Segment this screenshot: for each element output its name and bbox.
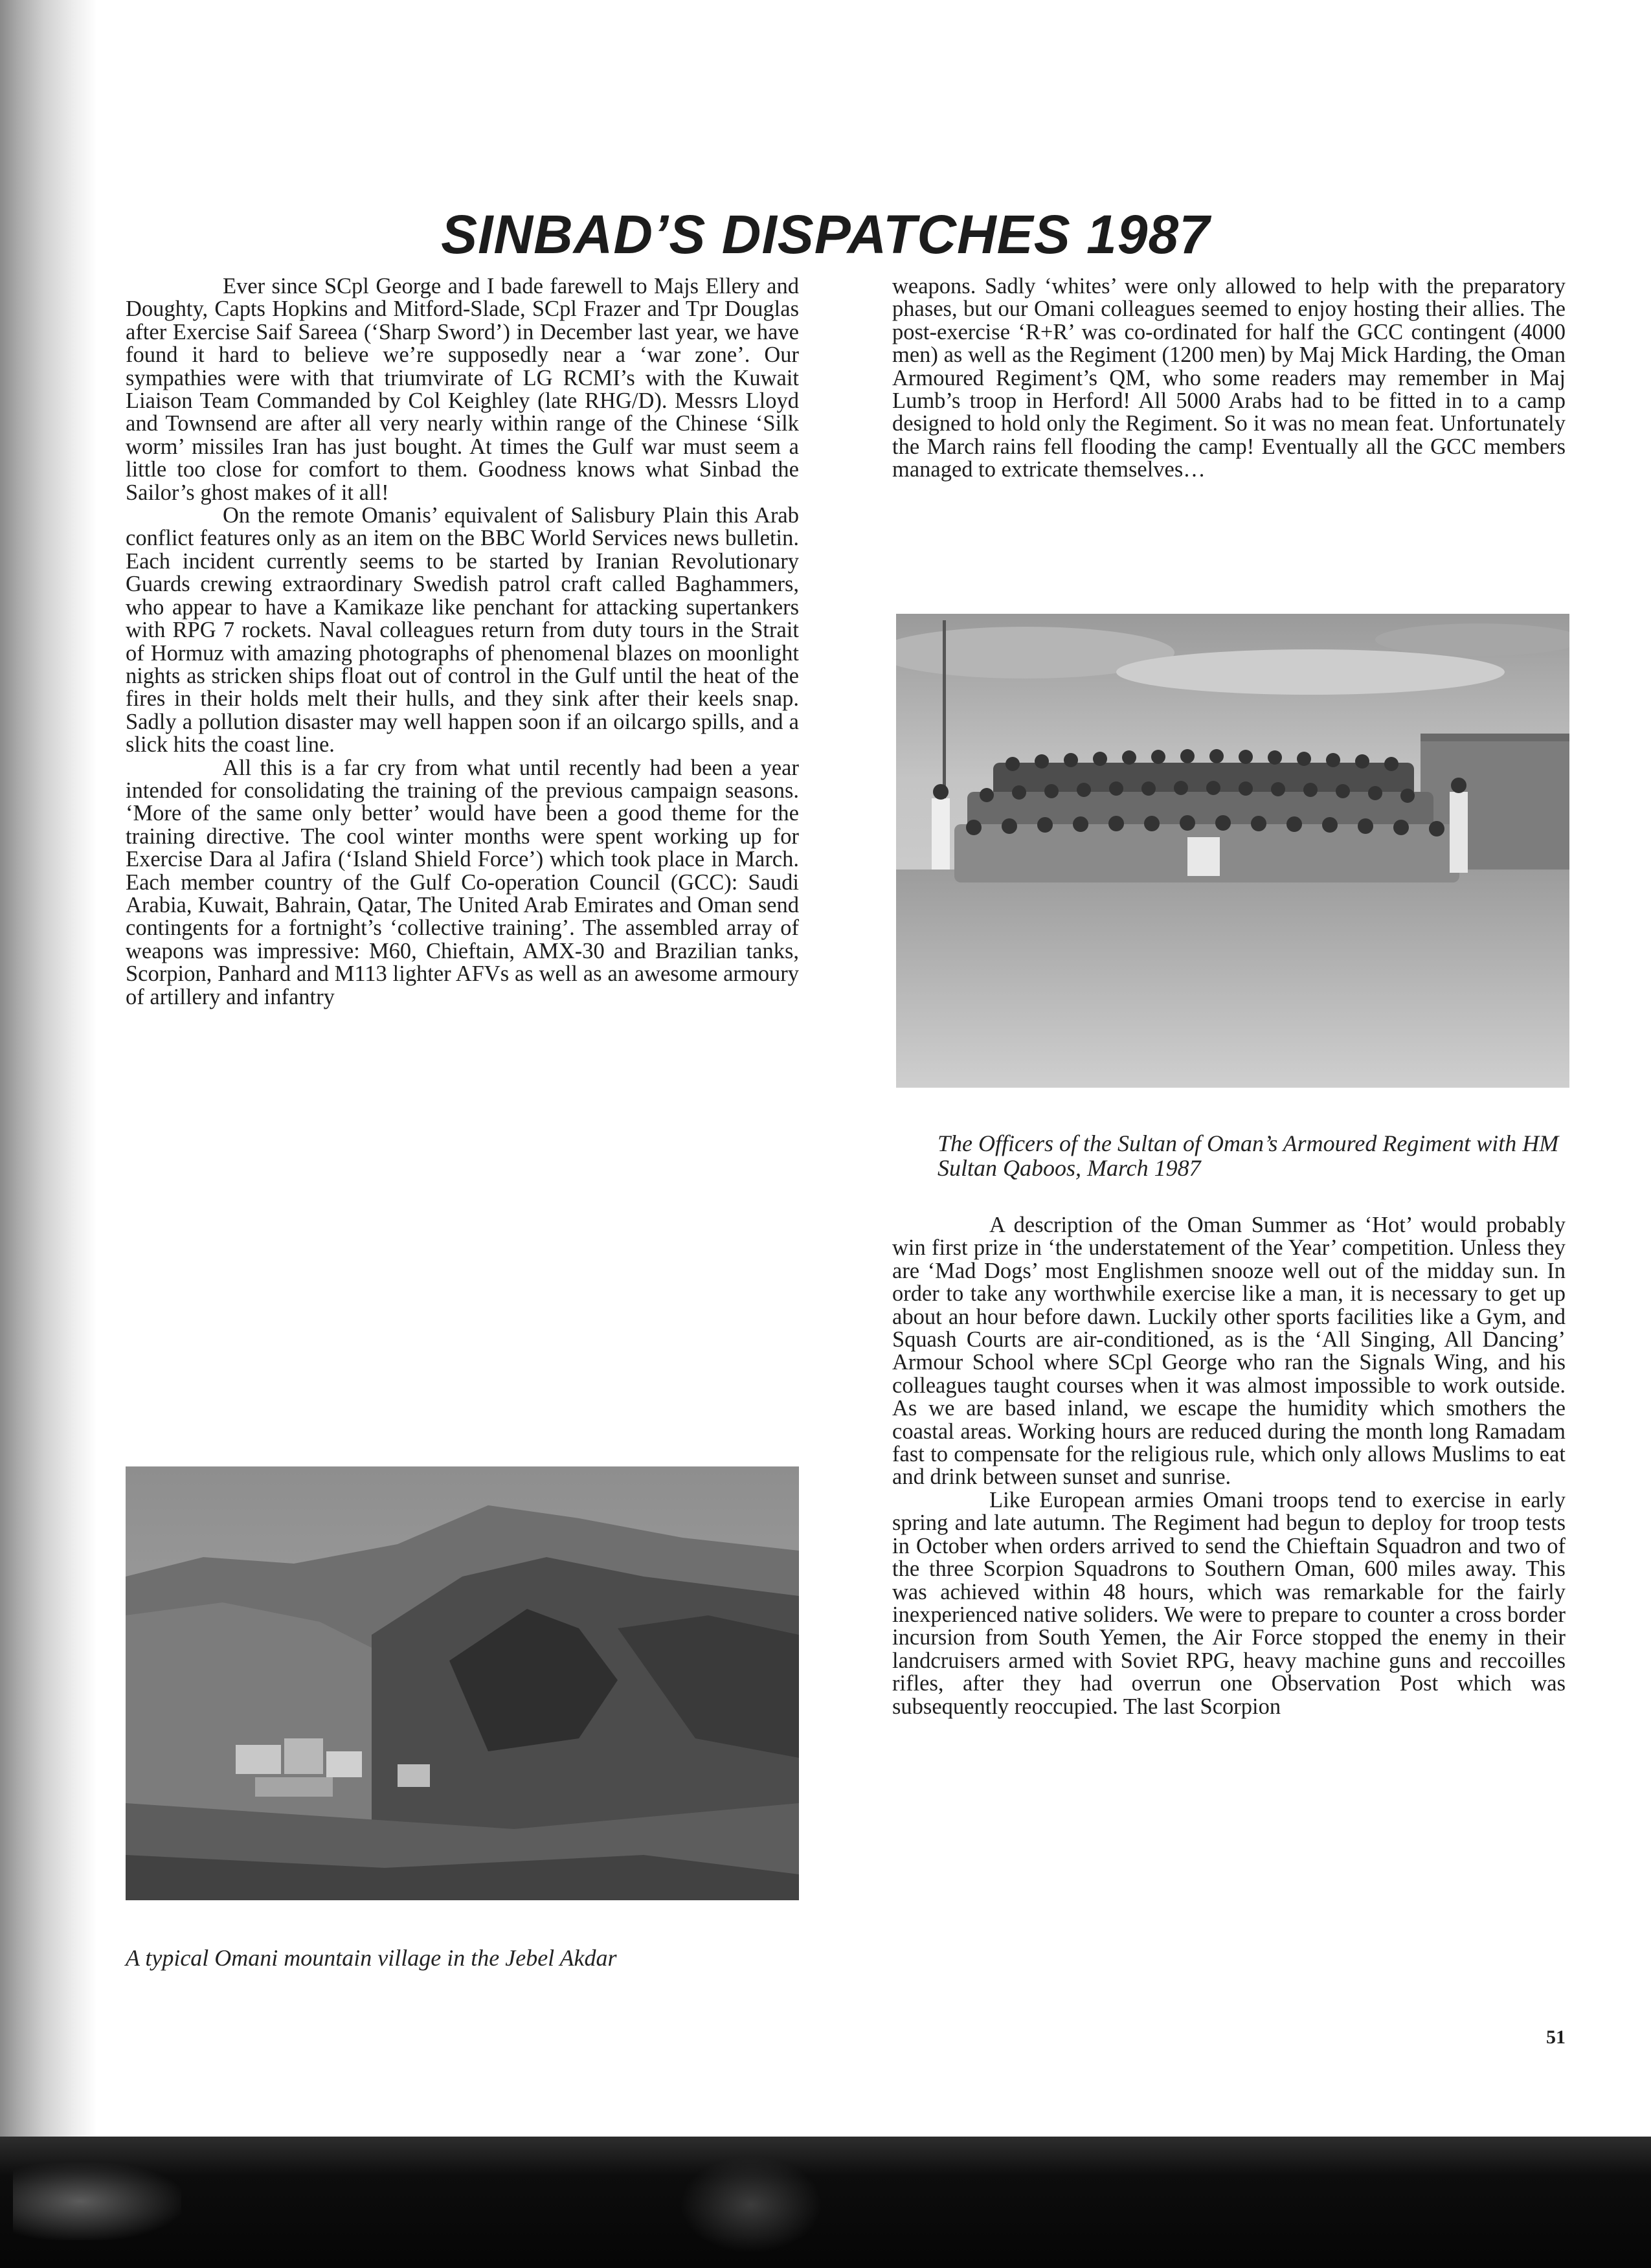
paragraph-continuation: weapons. Sadly ‘whites’ were only allowed to help with the preparatory phases, but our Omani colleagues seemed to enjoy hosting their allies. The post-exercise ‘R+R’ was co-ordinated for half the GCC contingent (4000 men) as well as the Regiment (1200 men) by Maj Mick Harding, the Oman Armoured Regiment’s QM, who some readers may remember in Maj Lumb’s troop in Herford! All 5000 Arabs had to be fitted in to a camp designed to hold only the Regiment. So it was no mean feat. Unfortunately the March rains fell flooding the camp! Eventually all the GCC members managed to extricate themselves… <box>892 274 1566 482</box>
left-column <box>126 275 799 1009</box>
scan-bottom-edge <box>0 2137 1651 2268</box>
right-column-top <box>892 275 1566 482</box>
article-title: SINBAD’S DISPATCHES 1987 <box>441 204 1210 265</box>
officers-photo-caption: The Officers of the Sultan of Oman’s Armoured Regiment with HM Sultan Qaboos, March 1987 <box>938 1130 1559 1181</box>
page-number: 51 <box>1546 2027 1566 2048</box>
paragraph: Ever since SCpl George and I bade farewell to Majs Ellery and Doughty, Capts Hopkins and Mitford-Slade, SCpl Frazer and Tpr Douglas after Exercise Saif Sareea (‘Sharp Sword’) in December last year, we have found it hard to believe we’re supposedly near a ‘war zone’. Our sympathies were with that triumvirate of LG RCMI’s with the Kuwait Liaison Team Commanded by Col Keighley (late RHG/D). Messrs Lloyd and Townsend are after all very nearly within range of the Chinese ‘Silk worm’ missiles Iran has just bought. At times the Gulf war must seem a little too close for comfort to them. Goodness knows what Sinbad the Sailor’s ghost makes of it all! <box>126 274 799 505</box>
page-binding-shadow <box>0 0 97 2268</box>
paragraph: Like European armies Omani troops tend to exercise in early spring and late autumn. The Regiment had begun to deploy for troop tests in October when orders arrived to send the Chieftain Squadron and two of the three Scorpion Squadrons to Southern Oman, 600 miles away. This was achieved within 48 hours, which was remarkable for the fairly inexperienced native soliders. We were to prepare to counter a cross border incursion from South Yemen, the Air Force stopped the enemy in their landcruisers armed with Soviet RPG, heavy machine guns and reccoilles rifles, after they had overrun one Observation Post which was subsequently reoccupied. The last Scorpion <box>892 1487 1566 1719</box>
paragraph: All this is a far cry from what until recently had been a year intended for consolidating the training of the previous campaign seasons. ‘More of the same only better’ would have been a good theme for the training directive. The cool winter months were spent working up for Exercise Dara al Jafira (‘Island Shield Force’) which took place in March. Each member country of the Gulf Co-operation Council (GCC): Saudi Arabia, Kuwait, Bahrain, Qatar, The United Arab Emirates and Oman send contingents for a fortnight’s ‘collective training’. The assembled array of weapons was impressive: M60, Chieftain, AMX-30 and Brazilian tanks, Scorpion, Panhard and M113 lighter AFVs as well as an awesome armoury of artillery and infantry <box>126 755 799 1009</box>
scan-artifact <box>680 2156 822 2253</box>
right-column-lower <box>892 1214 1566 1718</box>
scan-artifact <box>13 2162 181 2240</box>
officers-group-photo <box>896 614 1569 1088</box>
paragraph: A description of the Oman Summer as ‘Hot’ would probably win first prize in ‘the understatement of the Year’ competition. Unless they are ‘Mad Dogs’ most Englishmen snooze well out of the midday sun. In order to take any worthwhile exercise like a man, it is necessary to get up about an hour before dawn. Luckily other sports facilities like a Gym, and Squash Courts are air-conditioned, as is the ‘All Singing, All Dancing’ Armour School where SCpl George who ran the Signals Wing, and his colleagues taught courses when it was almost impossible to work outside. As we are based inland, we escape the humidity which smothers the coastal areas. Working hours are reduced during the month long Ramadam fast to compensate for the religious rule, which only allows Muslims to eat and drink between sunset and sunrise. <box>892 1213 1566 1490</box>
mountain-village-photo <box>126 1466 799 1900</box>
village-photo-caption: A typical Omani mountain village in the Jebel Akdar <box>126 1945 617 1971</box>
paragraph: On the remote Omanis’ equivalent of Salisbury Plain this Arab conflict features only as an item on the BBC World Services news bulletin. Each incident currently seems to be started by Iranian Revolutionary Guards crewing extraordinary Swedish patrol craft called Baghammers, who appear to have a Kamikaze like penchant for attacking supertankers with RPG 7 rockets. Naval colleagues return from duty tours in the Strait of Hormuz with amazing photographs of phenomenal blazes on moonlight nights as stricken ships float out of control in the Gulf until the heat of the fires in their holds melt their hulls, and they sink after their keels snap. Sadly a pollution disaster may well happen soon if an oilcargo spills, and a slick hits the coast line. <box>126 503 799 758</box>
